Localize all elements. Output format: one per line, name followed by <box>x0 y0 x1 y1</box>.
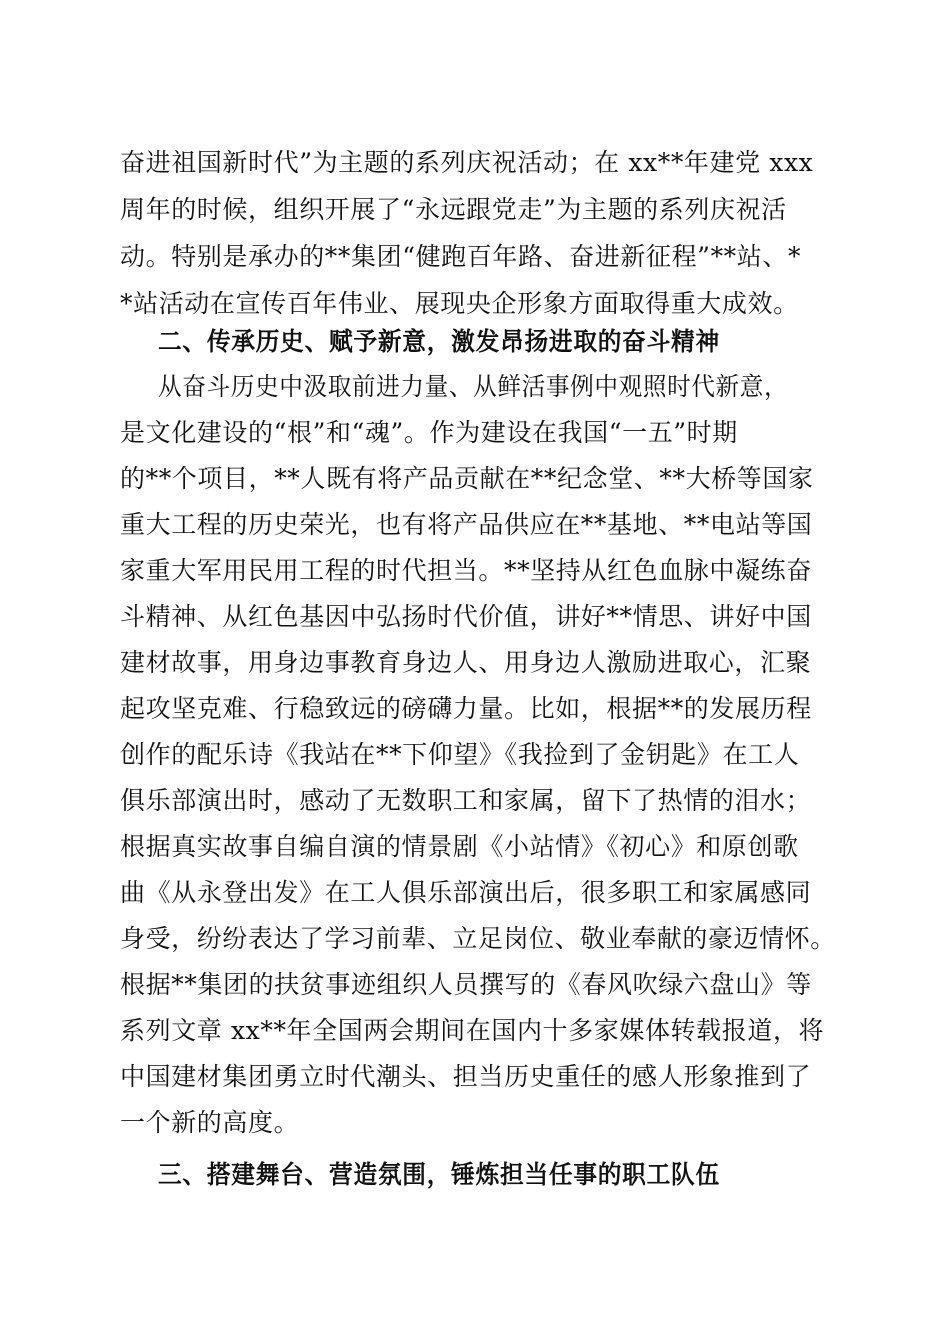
paragraph-line: *站活动在宣传百年伟业、展现央企形象方面取得重大成效。 <box>120 289 799 318</box>
paragraph-line: 建材故事，用身边事教育身边人、用身边人激励进取心，汇聚 <box>120 648 812 677</box>
section-heading: 三、搭建舞台、营造氛围，锤炼担当任事的职工队伍 <box>158 1160 720 1189</box>
paragraph-line: 斗精神、从红色基因中弘扬时代价值，讲好**情思、讲好中国 <box>120 602 812 631</box>
paragraph-line: 动。特别是承办的**集团“健跑百年路、奋进新征程”**站、* <box>120 242 802 271</box>
paragraph-line: 从奋斗历史中汲取前进力量、从鲜活事例中观照时代新意， <box>158 372 789 401</box>
paragraph-line: 中国建材集团勇立时代潮头、担当历史重任的感人形象推到了 <box>120 1062 812 1091</box>
paragraph-line: 奋进祖国新时代”为主题的系列庆祝活动；在 xx**年建党 xxx <box>120 148 814 177</box>
paragraph-line: 家重大军用民用工程的时代担当。**坚持从红色血脉中凝练奋 <box>120 556 812 585</box>
paragraph-line: 俱乐部演出时，感动了无数职工和家属，留下了热情的泪水； <box>120 786 812 815</box>
paragraph-line: 的**个项目，**人既有将产品贡献在**纪念堂、**大桥等国家 <box>120 464 814 493</box>
paragraph-line: 根据真实故事自编自演的情景剧《小站情》《初心》和原创歌 <box>120 832 799 861</box>
paragraph-line: 周年的时候，组织开展了“永远跟党走”为主题的系列庆祝活 <box>120 195 787 224</box>
paragraph-line: 系列文章 xx**年全国两会期间在国内十多家媒体转载报道，将 <box>120 1016 825 1045</box>
paragraph-line: 一个新的高度。 <box>120 1108 300 1137</box>
paragraph-line: 根据**集团的扶贫事迹组织人员撰写的《春风吹绿六盘山》等 <box>120 970 812 999</box>
paragraph-line: 曲《从永登出发》在工人俱乐部演出后，很多职工和家属感同 <box>120 878 812 907</box>
paragraph-line: 重大工程的历史荣光，也有将产品供应在**基地、**电站等国 <box>120 510 813 539</box>
paragraph-line: 创作的配乐诗《我站在**下仰望》《我捡到了金钥匙》在工人 <box>120 740 800 769</box>
paragraph-line: 起攻坚克难、行稳致远的磅礴力量。比如，根据**的发展历程 <box>120 694 812 723</box>
paragraph-line: 是文化建设的“根”和“魂”。作为建设在我国“一五”时期 <box>120 418 738 447</box>
section-heading: 二、传承历史、赋予新意，激发昂扬进取的奋斗精神 <box>158 327 720 356</box>
paragraph-line: 身受，纷纷表达了学习前辈、立足岗位、敬业奉献的豪迈情怀。 <box>120 924 836 953</box>
